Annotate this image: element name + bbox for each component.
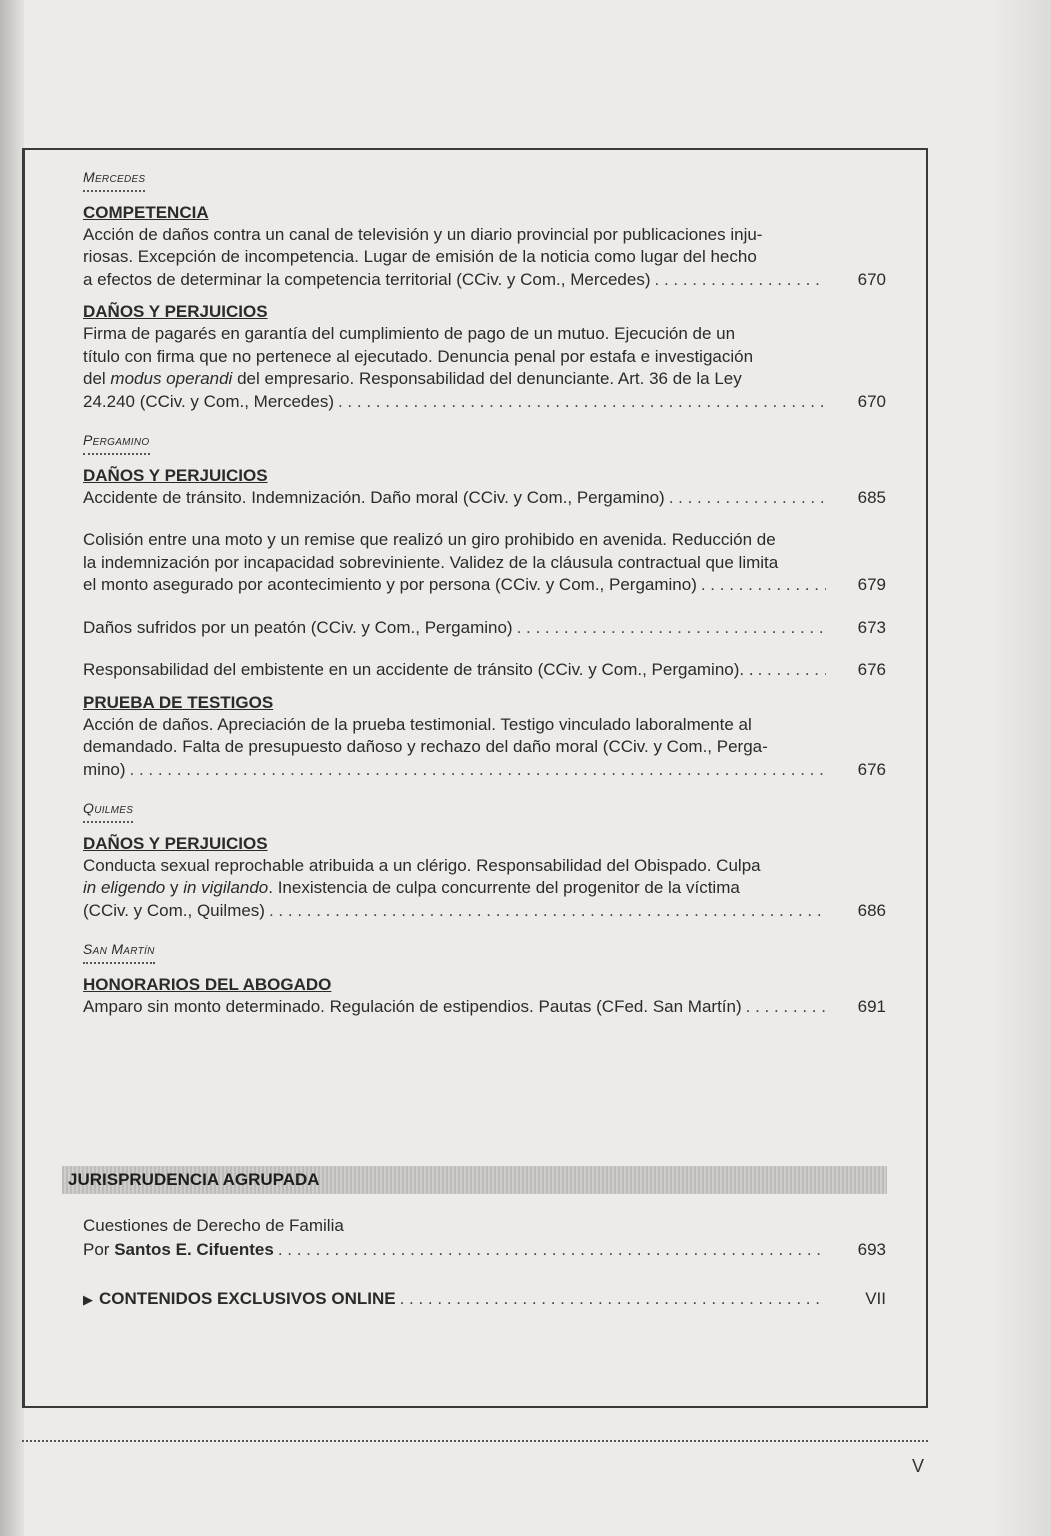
- topic-heading: DAÑOS Y PERJUICIOS: [83, 302, 268, 321]
- page-number: 670: [857, 391, 886, 411]
- entry-last-line: Responsabilidad del embistente en un accidente de tránsito (CCiv. y Com., Pergamino). .: [83, 660, 754, 679]
- topic-heading: PRUEBA DE TESTIGOS: [83, 692, 274, 712]
- leader-dots: [701, 574, 826, 597]
- entry-line: Acción de daños. Apreciación de la prueba testimonial. Testigo vinculado laboralmente al: [83, 714, 752, 734]
- agrupada-entry[interactable]: [83, 1214, 886, 1262]
- entry-last-line: (CCiv. y Com., Quilmes): [83, 900, 265, 920]
- page-number: 685: [857, 487, 886, 507]
- entry-leader-line: [83, 900, 886, 923]
- index-entry[interactable]: [83, 224, 886, 292]
- leader-dots: [269, 900, 826, 923]
- index-column: [83, 160, 886, 1018]
- topic-heading: DAÑOS Y PERJUICIOS: [83, 833, 268, 853]
- index-entry[interactable]: [83, 996, 886, 1019]
- page-number: 691: [857, 996, 886, 1016]
- entry-leader-line: [83, 659, 886, 682]
- footer-dotted-rule: [22, 1440, 928, 1442]
- online-entry[interactable]: [83, 1287, 886, 1312]
- entry-last-line: mino): [83, 759, 126, 779]
- entry-line: Acción de daños contra un canal de televisión y un diario provincial por publicaciones inju-: [83, 224, 763, 244]
- leader-dots: [669, 487, 826, 510]
- page-number: 686: [857, 900, 886, 920]
- region-label: San Martín: [83, 938, 155, 964]
- agrupada-leader-line: [83, 1238, 886, 1262]
- page-number: VII: [865, 1289, 886, 1308]
- page-number: 676: [857, 660, 886, 679]
- entry-line: título con firma que no pertenece al ejecutado. Denuncia penal por estafa e investigación: [83, 346, 754, 366]
- region-label: Quilmes: [83, 797, 133, 823]
- index-entry[interactable]: [83, 617, 886, 640]
- entry-last-line: Daños sufridos por un peatón (CCiv. y Com., Pergamino): [83, 617, 513, 637]
- entry-line: demandado. Falta de presupuesto dañoso y rechazo del daño moral (CCiv. y Com., Perga-: [83, 737, 768, 756]
- agrupada-author: Santos E. Cifuentes: [114, 1240, 274, 1259]
- leader-dots: [758, 659, 826, 682]
- agrupada-subject: Cuestiones de Derecho de Familia: [83, 1216, 344, 1235]
- leader-dots: [400, 1287, 826, 1311]
- leader-dots: [746, 996, 826, 1019]
- entry-leader-line: [83, 617, 886, 640]
- entry-leader-line: [83, 996, 886, 1019]
- agrupada-by: Por: [83, 1240, 110, 1259]
- topic-heading: COMPETENCIA: [83, 202, 209, 222]
- leader-dots: [338, 391, 826, 414]
- entry-line: Conducta sexual reprochable atribuida a un clérigo. Responsabilidad del Obispado. Culpa: [83, 855, 761, 875]
- page-edge-shadow: [0, 0, 24, 1536]
- online-label: CONTENIDOS EXCLUSIVOS ONLINE: [99, 1289, 396, 1308]
- entry-last-line: el monto asegurado por acontecimiento y por persona (CCiv. y Com., Pergamino): [83, 575, 697, 594]
- entry-last-line: 24.240 (CCiv. y Com., Mercedes): [83, 391, 334, 411]
- entry-leader-line: [83, 574, 886, 597]
- triangle-right-icon: ▶: [83, 1292, 93, 1307]
- entry-line: del modus operandi del empresario. Responsabilidad del denunciante. Art. 36 de la Ley: [83, 369, 742, 388]
- section-bar-jurisprudencia-agrupada: [62, 1166, 887, 1194]
- leader-dots: [655, 269, 827, 292]
- index-entry[interactable]: [83, 855, 886, 923]
- page-folio: V: [912, 1456, 925, 1476]
- entry-last-line: Accidente de tránsito. Indemnización. Daño moral (CCiv. y Com., Pergamino): [83, 487, 665, 507]
- page-number: 673: [857, 617, 886, 637]
- entry-line: riosas. Excepción de incompetencia. Lugar de emisión de la noticia como lugar del hecho: [83, 247, 757, 266]
- region-label: Pergamino: [83, 429, 150, 455]
- index-entry[interactable]: [83, 529, 886, 597]
- leader-dots: [517, 617, 826, 640]
- page-number: 679: [857, 575, 886, 594]
- entry-leader-line: [83, 759, 886, 782]
- entry-leader-line: [83, 391, 886, 414]
- entry-line: Colisión entre una moto y un remise que realizó un giro prohibido en avenida. Reducción de: [83, 530, 776, 549]
- leader-dots: [278, 1238, 826, 1262]
- entry-leader-line: [83, 269, 886, 292]
- entry-line: Firma de pagarés en garantía del cumplimiento de pago de un mutuo. Ejecución de un: [83, 324, 736, 343]
- region-label: Mercedes: [83, 166, 145, 192]
- page-number: 693: [857, 1240, 886, 1259]
- index-entry[interactable]: [83, 659, 886, 682]
- topic-heading: HONORARIOS DEL ABOGADO: [83, 974, 332, 994]
- entry-last-line: a efectos de determinar la competencia territorial (CCiv. y Com., Mercedes): [83, 269, 651, 289]
- entry-line: la indemnización por incapacidad sobreviniente. Validez de la cláusula contractual que limita: [83, 552, 779, 572]
- page-number: 676: [857, 759, 886, 779]
- entry-leader-line: [83, 487, 886, 510]
- index-entry[interactable]: [83, 487, 886, 510]
- topic-heading: DAÑOS Y PERJUICIOS: [83, 465, 268, 485]
- entry-last-line: Amparo sin monto determinado. Regulación de estipendios. Pautas (CFed. San Martín): [83, 996, 742, 1016]
- page-edge-shade: [991, 0, 1051, 1536]
- entry-line: in eligendo y in vigilando. Inexistencia de culpa concurrente del progenitor de la víctima: [83, 878, 740, 897]
- section-title: JURISPRUDENCIA AGRUPADA: [68, 1170, 320, 1189]
- index-entry[interactable]: [83, 323, 886, 413]
- page-number: 670: [857, 269, 886, 289]
- index-entry[interactable]: [83, 714, 886, 782]
- leader-dots: [130, 759, 826, 782]
